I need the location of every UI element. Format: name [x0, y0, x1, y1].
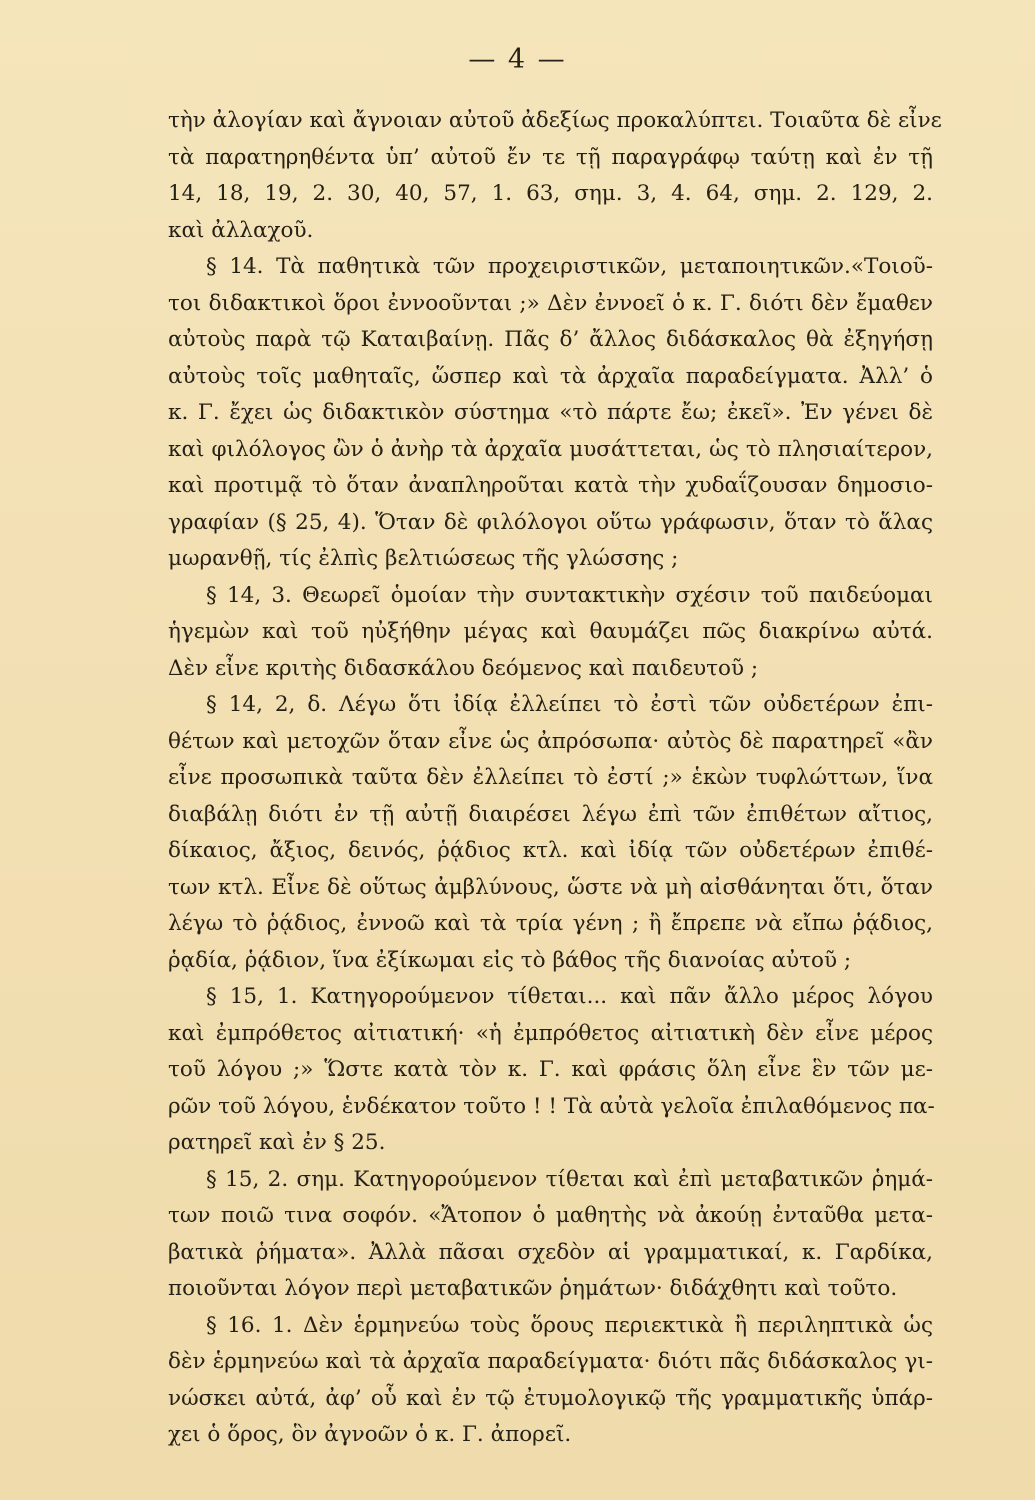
text-line: Δὲν εἶνε κριτὴς διδασκάλου δεόμενος καὶ παιδευτοῦ ;: [168, 655, 759, 681]
text-line: χει ὁ ὅρος, ὃν ἀγνοῶν ὁ κ. Γ. ἀπορεῖ.: [168, 1422, 572, 1447]
text-line: τὰ παρατηρηθέντα ὑπ’ αὐτοῦ ἔν τε τῇ παραγράφῳ ταύτῃ καὶ ἐν τῇ: [168, 144, 933, 170]
section-heading-line: § 16. 1. Δὲν ἑρμηνεύω τοὺς ὅρους περιεκτικὰ ἢ περιληπτικὰ ὡς: [206, 1312, 933, 1338]
text-line: δίκαιος, ἄξιος, δεινός, ῥᾴδιος κτλ. καὶ ἰδίᾳ τῶν οὐδετέρων ἐπιθέ-: [168, 838, 933, 863]
text-line: μωρανθῇ, τίς ἐλπὶς βελτιώσεως τῆς γλώσσης ;: [168, 546, 679, 571]
text-line: των ποιῶ τινα σοφόν. «Ἄτοπον ὁ μαθητὴς νὰ ἀκούῃ ἐνταῦθα μετα-: [168, 1203, 933, 1228]
text-line: κ. Γ. ἔχει ὡς διδακτικὸν σύστημα «τὸ πάρτε ἔω; ἐκεῖ». Ἐν γένει δὲ: [168, 400, 933, 425]
page-number: — 4 —: [468, 44, 567, 75]
text-line: βατικὰ ῥήματα». Ἀλλὰ πᾶσαι σχεδὸν αἱ γραμματικαί, κ. Γαρδίκα,: [168, 1239, 933, 1265]
text-line: τὴν ἀλογίαν καὶ ἄγνοιαν αὐτοῦ ἀδεξίως προκαλύπτει. Τοιαῦτα δὲ εἶνε: [168, 108, 942, 133]
text-line: ρατηρεῖ καὶ ἐν § 25.: [168, 1130, 386, 1155]
section-heading-line: § 14, 2, δ. Λέγω ὅτι ἰδίᾳ ἐλλείπει τὸ ἐστὶ τῶν οὐδετέρων ἐπι-: [206, 692, 933, 717]
section-heading-line: § 14, 3. Θεωρεῖ ὁμοίαν τὴν συντακτικὴν σχέσιν τοῦ παιδεύομαι: [206, 582, 933, 608]
text-line: καὶ ἐμπρόθετος αἰτιατική· «ἡ ἐμπρόθετος αἰτιατικὴ δὲν εἶνε μέρος: [168, 1020, 933, 1046]
text-line: των κτλ. Εἶνε δὲ οὕτως ἀμβλύνους, ὥστε νὰ μὴ αἰσθάνηται ὅτι, ὅταν: [168, 874, 933, 900]
text-line: αὐτοὺς παρὰ τῷ Καταιβαίνῃ. Πᾶς δ’ ἄλλος διδάσκαλος θὰ ἐξηγήσῃ: [168, 327, 933, 352]
section-heading-line: § 14. Τὰ παθητικὰ τῶν προχειριστικῶν, μεταποιητικῶν.«Τοιοῦ-: [206, 254, 933, 279]
text-line: εἶνε προσωπικὰ ταῦτα δὲν ἐλλείπει τὸ ἐστί ;» ἑκὼν τυφλώττων, ἵνα: [168, 765, 933, 790]
text-line: λέγω τὸ ῥᾴδιος, ἐννοῶ καὶ τὰ τρία γένη ; ἢ ἔπρεπε νὰ εἴπω ῥᾴδιος,: [168, 911, 933, 936]
text-line: θέτων καὶ μετοχῶν ὅταν εἶνε ὡς ἀπρόσωπα· αὐτὸς δὲ παρατηρεῖ «ἂν: [168, 728, 933, 754]
text-line: ῥᾳδία, ῥᾴδιον, ἵνα ἐξίκωμαι εἰς τὸ βάθος τῆς διανοίας αὐτοῦ ;: [168, 947, 852, 973]
text-line: νώσκει αὐτά, ἀφ’ οὗ καὶ ἐν τῷ ἐτυμολογικῷ τῆς γραμματικῆς ὑπάρ-: [168, 1385, 933, 1411]
section-heading-line: § 15, 2. σημ. Κατηγορούμενον τίθεται καὶ ἐπὶ μεταβατικῶν ῥημά-: [206, 1166, 933, 1192]
text-line: δὲν ἑρμηνεύω καὶ τὰ ἀρχαῖα παραδείγματα· διότι πᾶς διδάσκαλος γι-: [168, 1349, 933, 1374]
body-text: [168, 103, 942, 1454]
text-line: γραφίαν (§ 25, 4). Ὅταν δὲ φιλόλογοι οὕτω γράφωσιν, ὅταν τὸ ἅλας: [168, 509, 933, 535]
text-line: ἡγεμὼν καὶ τοῦ ηὐξήθην μέγας καὶ θαυμάζει πῶς διακρίνω αὐτά.: [168, 619, 933, 644]
text-line: διαβάλῃ διότι ἐν τῇ αὐτῇ διαιρέσει λέγω ἐπὶ τῶν ἐπιθέτων αἴτιος,: [168, 801, 933, 827]
text-line: ποιοῦνται λόγον περὶ μεταβατικῶν ῥημάτων· διδάχθητι καὶ τοῦτο.: [168, 1276, 898, 1301]
text-line: τοῦ λόγου ;» Ὥστε κατὰ τὸν κ. Γ. καὶ φράσις ὅλη εἶνε ἓν τῶν με-: [168, 1057, 933, 1082]
section-heading-line: § 15, 1. Κατηγορούμενον τίθεται... καὶ πᾶν ἄλλο μέρος λόγου: [206, 984, 933, 1009]
text-line: καὶ φιλόλογος ὢν ὁ ἀνὴρ τὰ ἀρχαῖα μυσάττεται, ὡς τὸ πλησιαίτερον,: [168, 436, 933, 462]
text-line: ρῶν τοῦ λόγου, ἑνδέκατον τοῦτο ! ! Τὰ αὐτὰ γελοῖα ἐπιλαθόμενος πα-: [168, 1093, 935, 1119]
text-line: 14, 18, 19, 2. 30, 40, 57, 1. 63, σημ. 3, 4. 64, σημ. 2. 129, 2.: [168, 181, 933, 206]
text-line: καὶ προτιμᾷ τὸ ὅταν ἀναπληροῦται κατὰ τὴν χυδαΐζουσαν δημοσιο-: [168, 473, 933, 498]
text-line: αὐτοὺς τοῖς μαθηταῖς, ὥσπερ καὶ τὰ ἀρχαῖα παραδείγματα. Ἀλλ’ ὁ: [168, 363, 933, 389]
text-line: τοι διδακτικοὶ ὅροι ἐννοοῦνται ;» Δὲν ἐννοεῖ ὁ κ. Γ. διότι δὲν ἔμαθεν: [168, 290, 933, 316]
text-line: καὶ ἀλλαχοῦ.: [168, 217, 314, 243]
